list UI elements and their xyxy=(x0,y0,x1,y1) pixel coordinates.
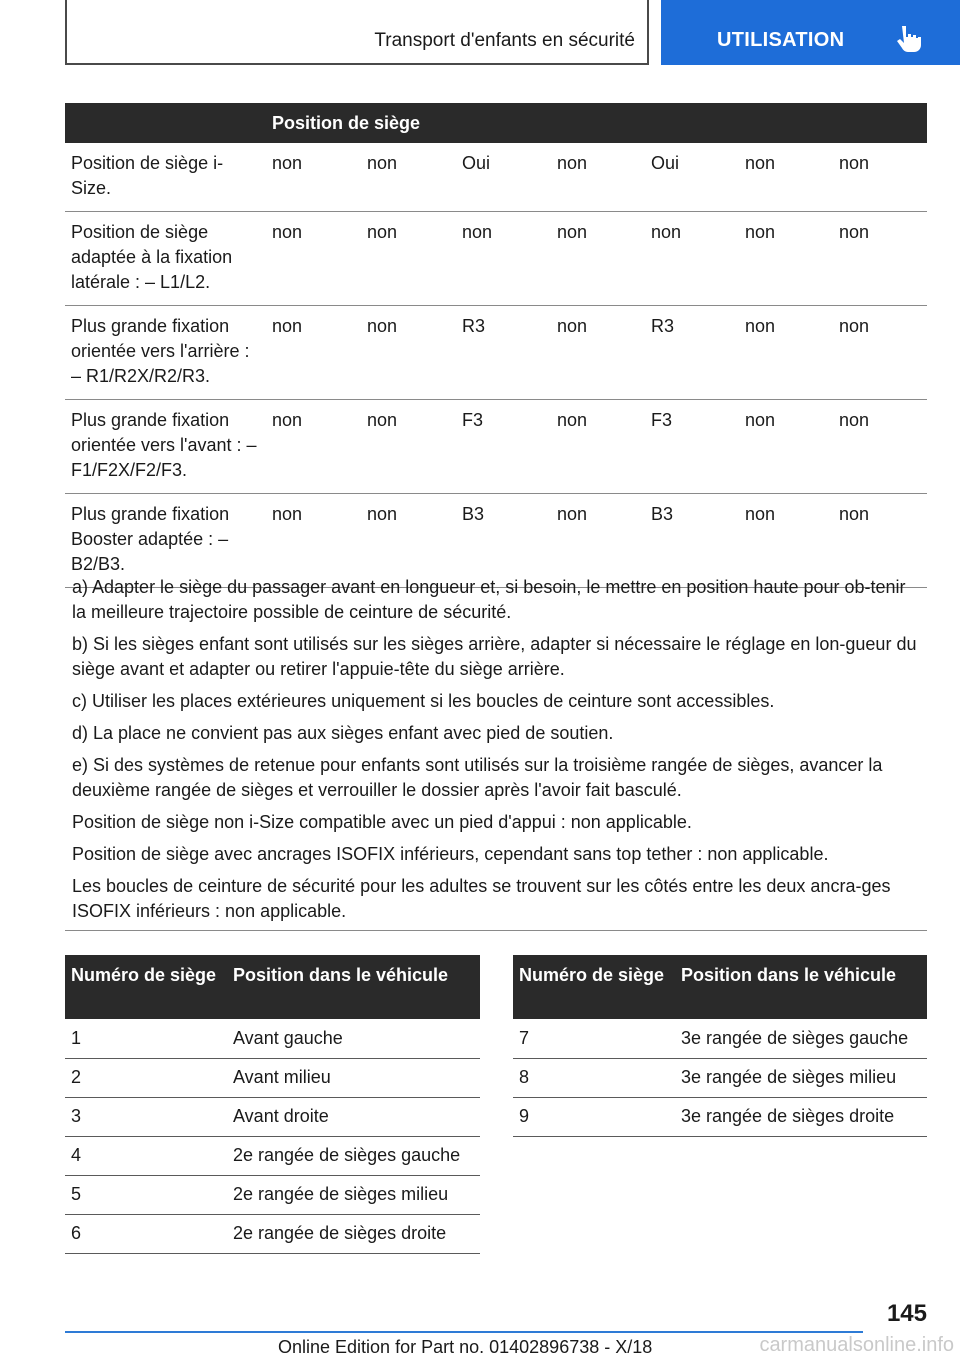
table-cell: non xyxy=(833,400,927,494)
table-cell: non xyxy=(833,306,927,400)
seat-position-cell: 2e rangée de sièges droite xyxy=(227,1214,480,1253)
table-header-empty xyxy=(65,103,266,143)
seat-position-cell: 2e rangée de sièges milieu xyxy=(227,1175,480,1214)
table-cell: non xyxy=(739,494,833,588)
table-cell: non xyxy=(266,494,361,588)
table-cell: B3 xyxy=(645,494,739,588)
table-cell: non xyxy=(551,494,645,588)
table-cell: F3 xyxy=(645,400,739,494)
seat-position-cell: Avant gauche xyxy=(227,1019,480,1058)
table-row xyxy=(513,1019,927,1058)
col-header-position: Position dans le véhicule xyxy=(675,955,927,1019)
seat-number-cell: 4 xyxy=(65,1136,227,1175)
table-row xyxy=(65,1136,480,1175)
seat-number-cell: 9 xyxy=(513,1097,675,1136)
page-number: 145 xyxy=(886,1300,927,1327)
table-header-row xyxy=(65,103,927,143)
table-cell: non xyxy=(551,400,645,494)
table-cell: non xyxy=(551,212,645,306)
note-paragraph: b) Si les sièges enfant sont utilisés sur les sièges arrière, adapter si nécessaire le réglage en lon-gueur du siège avant et adapter ou retirer l'appuie-tête du siège arrière. xyxy=(72,634,917,679)
header-title: Transport d'enfants en sécurité xyxy=(374,30,635,51)
table-row xyxy=(65,1214,480,1253)
table-cell: non xyxy=(645,212,739,306)
table-row xyxy=(65,212,927,306)
seat-number-table-right xyxy=(513,955,927,1137)
note-paragraph: a) Adapter le siège du passager avant en longueur et, si besoin, le mettre en position haute pour ob-tenir la meilleure trajectoire possible de ceinture de sécurité. xyxy=(72,577,906,622)
table-cell: non xyxy=(456,212,551,306)
table-cell: non xyxy=(361,143,456,212)
table-cell: Oui xyxy=(645,143,739,212)
divider xyxy=(65,930,927,931)
note-paragraph: Position de siège avec ancrages ISOFIX inférieurs, cependant sans top tether : non applicable. xyxy=(72,844,829,864)
seat-number-cell: 5 xyxy=(65,1175,227,1214)
seat-number-cell: 7 xyxy=(513,1019,675,1058)
footer-edition-text: Online Edition for Part no. 01402896738 - X/18 xyxy=(278,1337,653,1357)
row-label: Position de siège i-Size. xyxy=(65,143,266,212)
table-header-row xyxy=(513,955,927,1019)
hand-pointer-icon xyxy=(894,23,924,53)
row-label: Plus grande fixation orientée vers l'arrière : – R1/R2X/R2/R3. xyxy=(65,306,266,400)
seat-position-table xyxy=(65,103,927,588)
table-cell: non xyxy=(266,143,361,212)
seat-position-cell: 3e rangée de sièges droite xyxy=(675,1097,927,1136)
table-cell: non xyxy=(361,306,456,400)
seat-number-cell: 3 xyxy=(65,1097,227,1136)
table-cell: non xyxy=(361,212,456,306)
table-cell: non xyxy=(551,306,645,400)
table-row xyxy=(65,1019,480,1058)
table-row xyxy=(65,400,927,494)
table-cell: non xyxy=(739,400,833,494)
note-paragraph: Les boucles de ceinture de sécurité pour les adultes se trouvent sur les côtés entre les deux ancra-ges ISOFIX inférieurs : non applicable. xyxy=(72,876,891,921)
table-cell: non xyxy=(833,494,927,588)
col-header-seat-number: Numéro de siège xyxy=(65,955,227,1019)
table-row xyxy=(65,143,927,212)
table-cell: B3 xyxy=(456,494,551,588)
footer-divider xyxy=(65,1331,863,1333)
table-cell: non xyxy=(266,212,361,306)
table-header-row xyxy=(65,955,480,1019)
row-label: Plus grande fixation Booster adaptée : – B2/B3. xyxy=(65,494,266,588)
seat-position-cell: Avant milieu xyxy=(227,1058,480,1097)
table-cell: non xyxy=(833,212,927,306)
table-row xyxy=(65,1097,480,1136)
watermark-brand: carmanualsonline.info xyxy=(759,1334,954,1356)
header-section-label: UTILISATION xyxy=(717,29,845,51)
table-cell: non xyxy=(833,143,927,212)
col-header-seat-number: Numéro de siège xyxy=(513,955,675,1019)
table-cell: non xyxy=(266,306,361,400)
table-cell: non xyxy=(266,400,361,494)
row-label: Position de siège adaptée à la fixation latérale : – L1/L2. xyxy=(65,212,266,306)
seat-number-cell: 1 xyxy=(65,1019,227,1058)
table-header-position: Position de siège xyxy=(266,103,927,143)
note-paragraph: e) Si des systèmes de retenue pour enfants sont utilisés sur la troisième rangée de sièges, avancer la deuxième rangée de sièges et verrouiller le dossier après l'avoir fait basculé. xyxy=(72,755,883,800)
seat-position-cell: 3e rangée de sièges milieu xyxy=(675,1058,927,1097)
table-row xyxy=(513,1097,927,1136)
seat-number-cell: 2 xyxy=(65,1058,227,1097)
table-cell: Oui xyxy=(456,143,551,212)
row-label: Plus grande fixation orientée vers l'avant : – F1/F2X/F2/F3. xyxy=(65,400,266,494)
table-row xyxy=(513,1058,927,1097)
seat-number-cell: 6 xyxy=(65,1214,227,1253)
table-cell: non xyxy=(361,494,456,588)
table-cell: F3 xyxy=(456,400,551,494)
col-header-position: Position dans le véhicule xyxy=(227,955,480,1019)
note-paragraph: Position de siège non i-Size compatible avec un pied d'appui : non applicable. xyxy=(72,812,692,832)
note-paragraph: d) La place ne convient pas aux sièges enfant avec pied de soutien. xyxy=(72,723,614,743)
table-cell: non xyxy=(551,143,645,212)
seat-position-cell: Avant droite xyxy=(227,1097,480,1136)
table-cell: non xyxy=(739,143,833,212)
seat-position-cell: 3e rangée de sièges gauche xyxy=(675,1019,927,1058)
note-paragraph: c) Utiliser les places extérieures uniquement si les boucles de ceinture sont accessibles. xyxy=(72,691,775,711)
notes-section xyxy=(72,575,922,931)
table-row xyxy=(65,306,927,400)
seat-number-cell: 8 xyxy=(513,1058,675,1097)
table-row xyxy=(65,494,927,588)
seat-position-cell: 2e rangée de sièges gauche xyxy=(227,1136,480,1175)
table-cell: R3 xyxy=(645,306,739,400)
header-section-tab[interactable] xyxy=(661,0,960,65)
table-cell: non xyxy=(739,306,833,400)
table-row xyxy=(65,1058,480,1097)
seat-number-table-left xyxy=(65,955,480,1254)
table-cell: non xyxy=(361,400,456,494)
table-cell: R3 xyxy=(456,306,551,400)
header-title-box xyxy=(65,0,649,65)
table-row xyxy=(65,1175,480,1214)
table-cell: non xyxy=(739,212,833,306)
